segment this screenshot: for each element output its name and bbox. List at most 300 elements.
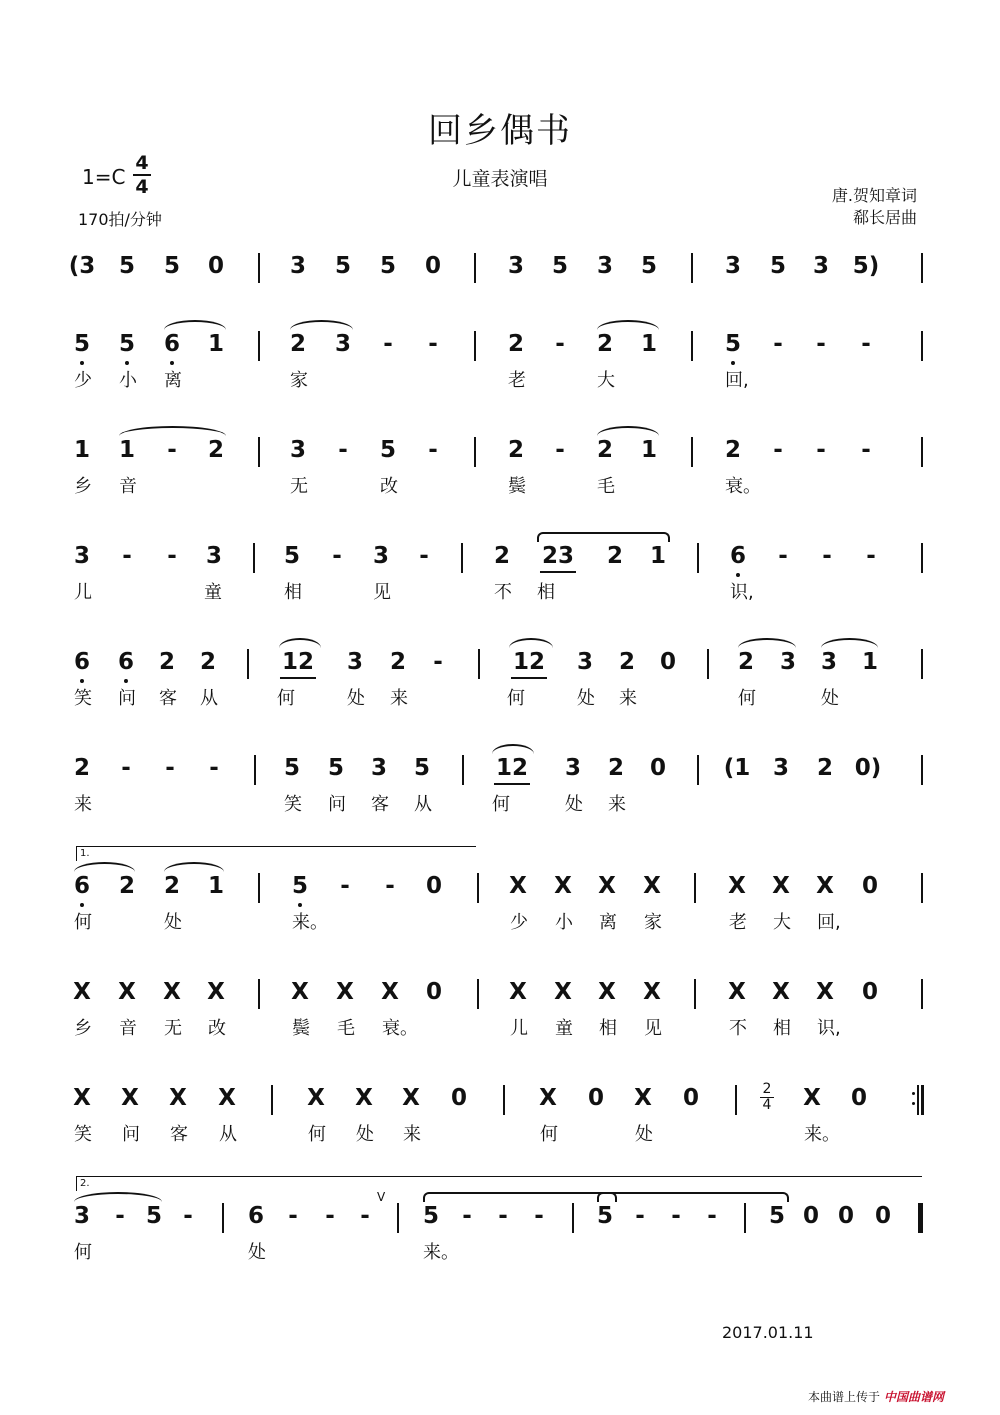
lyric: 笑 <box>74 1124 92 1145</box>
lyric: 从 <box>219 1124 237 1145</box>
barline <box>477 979 479 1009</box>
lyric: 大 <box>773 912 791 933</box>
note: 0 <box>861 873 879 899</box>
note: 5 <box>379 253 397 279</box>
barline <box>744 1203 746 1233</box>
note: (1 <box>723 755 751 781</box>
lyric: 来 <box>608 794 626 815</box>
barline <box>697 755 699 785</box>
composer-credit: 郗长居曲 <box>852 208 917 227</box>
barline <box>921 331 923 361</box>
time-signature <box>131 152 153 198</box>
note: 5 <box>422 1203 440 1229</box>
lyric: 识, <box>817 1018 841 1039</box>
lyric: 何 <box>308 1124 326 1145</box>
lyric: 童 <box>204 582 222 603</box>
note: 1 <box>649 543 667 569</box>
note: - <box>325 1203 335 1229</box>
note: 2 <box>596 331 614 357</box>
lyric: 问 <box>122 1124 140 1145</box>
barline <box>397 1203 399 1233</box>
lyric: 何 <box>738 688 756 709</box>
volta-number: 1. <box>80 848 90 859</box>
note: X <box>554 979 572 1005</box>
note: 1 <box>861 649 879 675</box>
note: - <box>167 437 177 463</box>
barline <box>921 253 923 283</box>
note: 2 <box>73 755 91 781</box>
lyric: 见 <box>644 1018 662 1039</box>
note: - <box>121 755 131 781</box>
note: - <box>498 1203 508 1229</box>
note: - <box>209 755 219 781</box>
barline <box>258 331 260 361</box>
note: 5 <box>163 253 181 279</box>
slur <box>164 320 226 330</box>
note: 0 <box>802 1203 820 1229</box>
footer <box>808 1388 944 1405</box>
note: X <box>73 979 91 1005</box>
lyric: 小 <box>555 912 573 933</box>
note: 5 <box>551 253 569 279</box>
lyric: 毛 <box>597 476 615 497</box>
note: X <box>307 1085 325 1111</box>
barline <box>921 437 923 467</box>
note: 0 <box>850 1085 868 1111</box>
note: 5 <box>283 543 301 569</box>
barline <box>474 253 476 283</box>
barline <box>707 649 709 679</box>
barline <box>694 979 696 1009</box>
note: 0 <box>207 253 225 279</box>
barline <box>253 543 255 573</box>
slur <box>738 638 796 648</box>
note: X <box>598 873 616 899</box>
slur <box>423 1192 617 1202</box>
lyric: 来。 <box>804 1124 840 1145</box>
lyric: 不 <box>494 582 512 603</box>
note: 3 <box>576 649 594 675</box>
note: - <box>360 1203 370 1229</box>
note: 3 <box>724 253 742 279</box>
lyric: 衰。 <box>382 1018 418 1039</box>
note: 2 <box>816 755 834 781</box>
lyric: 处 <box>635 1124 653 1145</box>
time-signature-bottom: 4 <box>135 176 149 198</box>
note: X <box>816 873 834 899</box>
note: 5 <box>327 755 345 781</box>
note: 1 <box>73 437 91 463</box>
note: 12 <box>281 649 315 675</box>
slur <box>597 320 659 330</box>
note: 2 <box>507 331 525 357</box>
note: 5 <box>118 331 136 357</box>
note: - <box>122 543 132 569</box>
note: - <box>332 543 342 569</box>
note: 3 <box>205 543 223 569</box>
note: X <box>728 873 746 899</box>
note: - <box>338 437 348 463</box>
note: - <box>167 543 177 569</box>
slur <box>597 426 659 436</box>
note: 6 <box>729 543 747 569</box>
note: X <box>121 1085 139 1111</box>
note: - <box>555 437 565 463</box>
key-signature: 1=C <box>82 165 126 189</box>
lyric: 老 <box>729 912 747 933</box>
lyric: 何 <box>74 1242 92 1263</box>
note: 3 <box>346 649 364 675</box>
volta-bracket <box>76 846 476 861</box>
note: X <box>218 1085 236 1111</box>
lyric: 相 <box>773 1018 791 1039</box>
note: - <box>534 1203 544 1229</box>
time-signature-top: 4 <box>135 152 149 174</box>
note: - <box>183 1203 193 1229</box>
lyric: 识, <box>730 582 754 603</box>
note: X <box>772 873 790 899</box>
note: - <box>383 331 393 357</box>
lyric: 何 <box>540 1124 558 1145</box>
barline <box>258 253 260 283</box>
lyric: 处 <box>164 912 182 933</box>
repeat-dot <box>912 1102 915 1105</box>
slur <box>537 532 670 542</box>
note: - <box>671 1203 681 1229</box>
note: - <box>866 543 876 569</box>
barline <box>477 873 479 903</box>
note: 2 <box>158 649 176 675</box>
barline <box>921 755 923 785</box>
note: 0 <box>682 1085 700 1111</box>
note: 5 <box>724 331 742 357</box>
note: 5 <box>640 253 658 279</box>
note: X <box>381 979 399 1005</box>
lyric: 来。 <box>423 1242 459 1263</box>
note: 2 <box>207 437 225 463</box>
barline <box>691 437 693 467</box>
note: - <box>822 543 832 569</box>
lyric: 少 <box>510 912 528 933</box>
lyric: 笑 <box>284 794 302 815</box>
note: X <box>163 979 181 1005</box>
barline <box>921 543 923 573</box>
note: 6 <box>163 331 181 357</box>
note: - <box>419 543 429 569</box>
note: 0 <box>659 649 677 675</box>
lyricist-credit: 唐.贺知章词 <box>831 186 917 205</box>
lyric: 无 <box>290 476 308 497</box>
note: 1 <box>118 437 136 463</box>
barline <box>921 1203 923 1233</box>
note: 0 <box>861 979 879 1005</box>
note: 2 <box>737 649 755 675</box>
barline <box>258 979 260 1009</box>
breath-mark: V <box>377 1190 386 1204</box>
barline <box>222 1203 224 1233</box>
lyric: 大 <box>597 370 615 391</box>
note: 5 <box>379 437 397 463</box>
tempo-marking: 170拍/分钟 <box>78 210 162 229</box>
note: X <box>772 979 790 1005</box>
lyric: 家 <box>644 912 662 933</box>
note: 5 <box>413 755 431 781</box>
note: 12 <box>512 649 546 675</box>
barline <box>691 253 693 283</box>
note: 5 <box>596 1203 614 1229</box>
slur <box>509 638 553 648</box>
lyric: 从 <box>200 688 218 709</box>
note: 5 <box>73 331 91 357</box>
site-logo: 中国曲谱网 <box>884 1390 945 1404</box>
meter-change <box>760 1082 774 1113</box>
lyric: 童 <box>555 1018 573 1039</box>
note: X <box>509 873 527 899</box>
lyric: 鬓 <box>292 1018 310 1039</box>
note: X <box>554 873 572 899</box>
barline <box>503 1085 505 1115</box>
barline <box>474 437 476 467</box>
barline <box>691 331 693 361</box>
note: X <box>728 979 746 1005</box>
note: - <box>773 437 783 463</box>
lyric: 乡 <box>74 476 92 497</box>
lyric: 处 <box>565 794 583 815</box>
meter-change-top: 2 <box>762 1081 772 1097</box>
slur <box>119 426 226 436</box>
note: 2 <box>289 331 307 357</box>
lyric: 来 <box>403 1124 421 1145</box>
barline <box>921 873 923 903</box>
barline <box>247 649 249 679</box>
note: - <box>555 331 565 357</box>
note: X <box>643 873 661 899</box>
lyric: 少 <box>74 370 92 391</box>
note: 2 <box>607 755 625 781</box>
note: X <box>336 979 354 1005</box>
lyric: 见 <box>373 582 391 603</box>
note: X <box>207 979 225 1005</box>
lyric: 问 <box>328 794 346 815</box>
barline <box>258 873 260 903</box>
volta-bracket <box>76 1176 922 1191</box>
note: - <box>288 1203 298 1229</box>
barline <box>254 755 256 785</box>
lyric: 家 <box>290 370 308 391</box>
barline <box>921 979 923 1009</box>
note: 3 <box>334 331 352 357</box>
lyric: 衰。 <box>725 476 761 497</box>
note: 5 <box>283 755 301 781</box>
note: 2 <box>199 649 217 675</box>
lyric: 毛 <box>337 1018 355 1039</box>
note: 2 <box>724 437 742 463</box>
lyric: 处 <box>356 1124 374 1145</box>
barline <box>478 649 480 679</box>
barline <box>694 873 696 903</box>
slur <box>290 320 353 330</box>
note: 3 <box>596 253 614 279</box>
note: 3 <box>507 253 525 279</box>
note: 0 <box>874 1203 892 1229</box>
note: 0 <box>837 1203 855 1229</box>
lyric: 相 <box>599 1018 617 1039</box>
repeat-dot <box>912 1092 915 1095</box>
lyric: 处 <box>577 688 595 709</box>
note: 2 <box>507 437 525 463</box>
note: 0 <box>424 253 442 279</box>
note: 0 <box>450 1085 468 1111</box>
note: - <box>115 1203 125 1229</box>
note: 3 <box>812 253 830 279</box>
lyric: 问 <box>118 688 136 709</box>
note: X <box>643 979 661 1005</box>
note: - <box>385 873 395 899</box>
lyric: 何 <box>492 794 510 815</box>
volta-number: 2. <box>80 1178 90 1189</box>
lyric: 客 <box>371 794 389 815</box>
note: 6 <box>73 649 91 675</box>
note: 3 <box>73 1203 91 1229</box>
note: 1 <box>640 331 658 357</box>
lyric: 处 <box>347 688 365 709</box>
note: X <box>509 979 527 1005</box>
note: - <box>778 543 788 569</box>
lyric: 客 <box>159 688 177 709</box>
lyric: 来。 <box>292 912 328 933</box>
lyric: 处 <box>248 1242 266 1263</box>
note: 0 <box>587 1085 605 1111</box>
note: - <box>165 755 175 781</box>
lyric: 改 <box>380 476 398 497</box>
slur <box>597 1192 789 1202</box>
lyric: 儿 <box>74 582 92 603</box>
note: X <box>816 979 834 1005</box>
note: 5 <box>291 873 309 899</box>
lyric: 小 <box>119 370 137 391</box>
note: X <box>539 1085 557 1111</box>
slur <box>492 744 534 754</box>
note: X <box>803 1085 821 1111</box>
barline <box>697 543 699 573</box>
note: 3 <box>772 755 790 781</box>
note: 3 <box>289 437 307 463</box>
note: 1 <box>640 437 658 463</box>
barline <box>735 1085 737 1115</box>
note: X <box>634 1085 652 1111</box>
note: 5 <box>145 1203 163 1229</box>
note: - <box>433 649 443 675</box>
note: 6 <box>117 649 135 675</box>
lyric: 回, <box>725 370 749 391</box>
page-title: 回乡偶书 <box>428 111 572 151</box>
note: 3 <box>289 253 307 279</box>
note: - <box>428 331 438 357</box>
note: (3 <box>68 253 96 279</box>
note: - <box>707 1203 717 1229</box>
repeat-barline <box>921 1085 924 1115</box>
note: 1 <box>207 331 225 357</box>
slur <box>74 1192 162 1202</box>
note: - <box>816 331 826 357</box>
note: 5 <box>768 1203 786 1229</box>
lyric: 离 <box>164 370 182 391</box>
lyric: 儿 <box>510 1018 528 1039</box>
lyric: 音 <box>119 1018 137 1039</box>
note: - <box>340 873 350 899</box>
note: X <box>355 1085 373 1111</box>
note: - <box>861 331 871 357</box>
meter-change-bottom: 4 <box>762 1097 772 1113</box>
lyric: 笑 <box>74 688 92 709</box>
note: 5 <box>334 253 352 279</box>
note: 3 <box>370 755 388 781</box>
barline <box>572 1203 574 1233</box>
lyric: 回, <box>817 912 841 933</box>
note: - <box>861 437 871 463</box>
lyric: 相 <box>537 582 555 603</box>
lyric: 何 <box>507 688 525 709</box>
slur <box>279 638 321 648</box>
note: 2 <box>389 649 407 675</box>
lyric: 处 <box>821 688 839 709</box>
note: 0 <box>425 873 443 899</box>
note: 0 <box>425 979 443 1005</box>
note: 3 <box>779 649 797 675</box>
lyric: 客 <box>170 1124 188 1145</box>
note: - <box>428 437 438 463</box>
lyric: 来 <box>390 688 408 709</box>
barline <box>271 1085 273 1115</box>
barline <box>462 755 464 785</box>
note: - <box>773 331 783 357</box>
note: 2 <box>118 873 136 899</box>
lyric: 何 <box>74 912 92 933</box>
note: 23 <box>541 543 575 569</box>
lyric: 改 <box>208 1018 226 1039</box>
barline <box>258 437 260 467</box>
note: X <box>291 979 309 1005</box>
note: 2 <box>493 543 511 569</box>
note: - <box>816 437 826 463</box>
note: 2 <box>606 543 624 569</box>
note: X <box>118 979 136 1005</box>
note: 2 <box>618 649 636 675</box>
note: 3 <box>820 649 838 675</box>
barline <box>474 331 476 361</box>
date: 2017.01.11 <box>722 1323 814 1342</box>
page-subtitle: 儿童表演唱 <box>452 168 548 190</box>
note: 6 <box>73 873 91 899</box>
note: 3 <box>73 543 91 569</box>
note: 2 <box>163 873 181 899</box>
lyric: 乡 <box>74 1018 92 1039</box>
footer-text: 本曲谱上传于 <box>808 1390 881 1404</box>
note: 1 <box>207 873 225 899</box>
note: - <box>635 1203 645 1229</box>
slur <box>164 862 224 872</box>
note: 5 <box>118 253 136 279</box>
barline <box>921 649 923 679</box>
final-barline <box>918 1203 921 1233</box>
note: 6 <box>247 1203 265 1229</box>
note: 5 <box>769 253 787 279</box>
lyric: 来 <box>619 688 637 709</box>
lyric: 鬓 <box>508 476 526 497</box>
slur <box>821 638 878 648</box>
note: - <box>462 1203 472 1229</box>
note: X <box>598 979 616 1005</box>
